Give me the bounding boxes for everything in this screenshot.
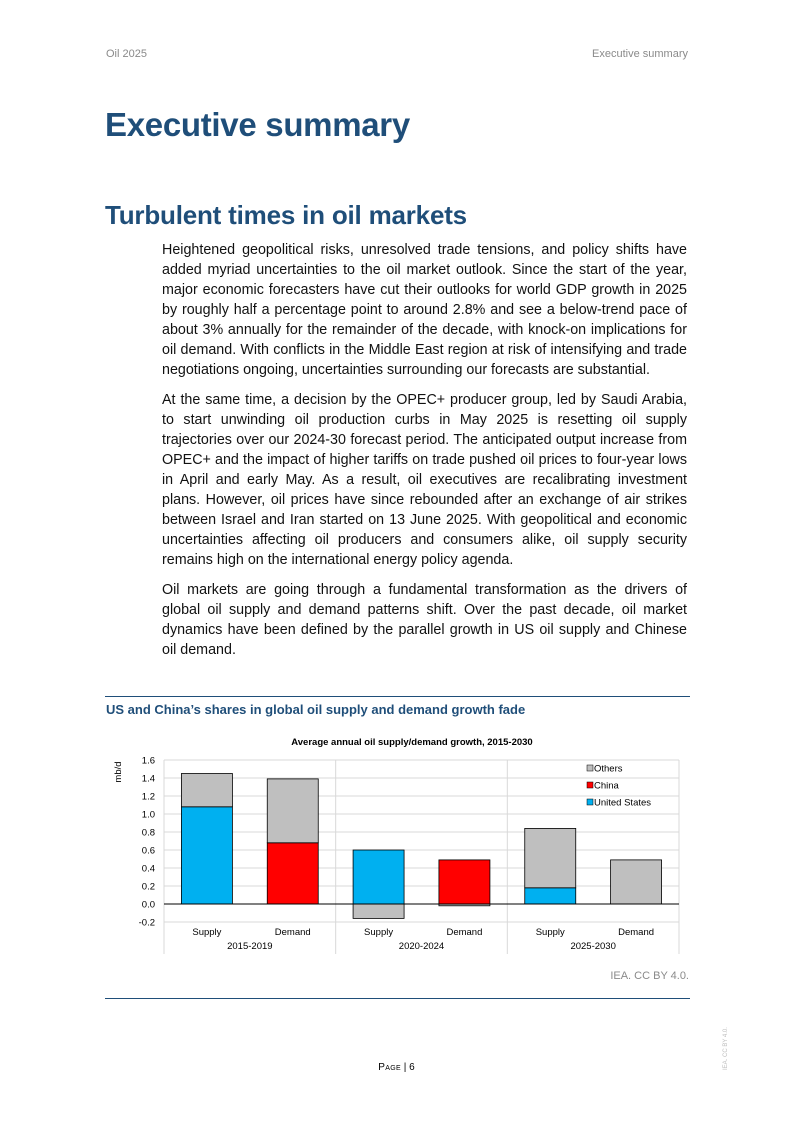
bar-china <box>439 860 490 904</box>
running-header-right: Executive summary <box>592 48 688 60</box>
paragraph-1: Heightened geopolitical risks, unresolved trade tensions, and policy shifts have added myriad uncertainties to the oil market outlook. Since the start of the year, major economic forecasters have cut their outlooks for world GDP growth in 2025 by roughly half a percentage point to around 2.8% and see a below-trend pace of about 3% annually for the remainder of the decade, with knock-on implications for oil demand. With conflicts in the Middle East region at risk of intensifying and trade negotiations ongoing, uncertainties surrounding our forecasts are substantial. <box>162 242 687 378</box>
bar-china <box>267 843 318 904</box>
bar-others <box>353 904 404 918</box>
bar-others <box>611 860 662 904</box>
figure-heading: US and China’s shares in global oil supply and demand growth fade <box>106 702 526 717</box>
page-separator: | <box>403 1062 407 1073</box>
y-tick-label: 1.6 <box>141 755 155 767</box>
legend-swatch <box>587 782 593 788</box>
legend-swatch <box>587 799 593 805</box>
paragraph-2: At the same time, a decision by the OPEC+ producer group, led by Saudi Arabia, to start unwinding oil production curbs in May 2025 is resetting oil supply trajectories over our 2024-30 forecast period. The anticipated output increase from OPEC+ and the impact of higher tariffs on trade pushed oil prices to four-year lows in April and early May. As a result, oil executives are recalibrating investment plans. However, oil prices have since rebounded after an exchange of air strikes between Israel and Iran started on 13 June 2025. With geopolitical and economic uncertainties affecting oil producers and consumers alike, oil supply security remains high on the international energy policy agenda. <box>162 392 687 568</box>
y-axis-label: mb/d <box>113 761 124 783</box>
y-tick-label: 0.0 <box>141 899 155 911</box>
y-tick-label: 1.2 <box>141 791 155 803</box>
figure-bottom-rule <box>105 998 690 999</box>
bar-united-states <box>353 850 404 904</box>
figure-credit: IEA. CC BY 4.0. <box>610 970 689 982</box>
running-header-left: Oil 2025 <box>106 48 147 60</box>
x-tick-label: Supply <box>535 927 565 938</box>
bar-others <box>525 828 576 887</box>
paragraph-3: Oil markets are going through a fundamental transformation as the drivers of global oil supply and demand patterns shift. Over the past decade, oil market dynamics have been defined by the parallel growth in US oil supply and Chinese oil demand. <box>162 582 687 658</box>
x-tick-label: Demand <box>618 927 655 938</box>
y-tick-label: 0.6 <box>141 845 155 857</box>
page-number <box>0 1062 793 1073</box>
y-tick-label: 1.4 <box>141 773 155 785</box>
chart-title: Average annual oil supply/demand growth, 2015-2030 <box>291 737 533 748</box>
x-tick-label: Supply <box>364 927 394 938</box>
y-tick-label: 0.4 <box>141 863 155 875</box>
page-title: Executive summary <box>105 106 410 143</box>
x-tick-label: Supply <box>192 927 222 938</box>
y-tick-label: 0.8 <box>141 827 155 839</box>
y-tick-label: 1.0 <box>141 809 155 821</box>
page-label: Page <box>378 1062 401 1073</box>
legend-swatch <box>587 765 593 771</box>
bar-united-states <box>181 807 232 904</box>
section-heading: Turbulent times in oil markets <box>105 200 467 230</box>
page-number-value: 6 <box>409 1062 415 1073</box>
bar-united-states <box>525 888 576 904</box>
body-text <box>162 240 687 670</box>
side-credit: IEA. CC BY 4.0. <box>723 1027 729 1070</box>
group-label: 2025-2030 <box>570 941 616 952</box>
legend-label: Others <box>594 763 623 775</box>
group-label: 2020-2024 <box>398 941 445 952</box>
bar-others <box>267 779 318 843</box>
bar-others <box>181 774 232 807</box>
legend-label: United States <box>594 797 652 809</box>
bar-chart <box>105 728 690 958</box>
x-tick-label: Demand <box>446 927 483 938</box>
x-tick-label: Demand <box>274 927 311 938</box>
figure-top-rule <box>105 696 690 697</box>
y-tick-label: 0.2 <box>141 881 155 893</box>
group-label: 2015-2019 <box>227 941 273 952</box>
y-tick-label: -0.2 <box>138 917 155 929</box>
legend-label: China <box>594 780 619 792</box>
